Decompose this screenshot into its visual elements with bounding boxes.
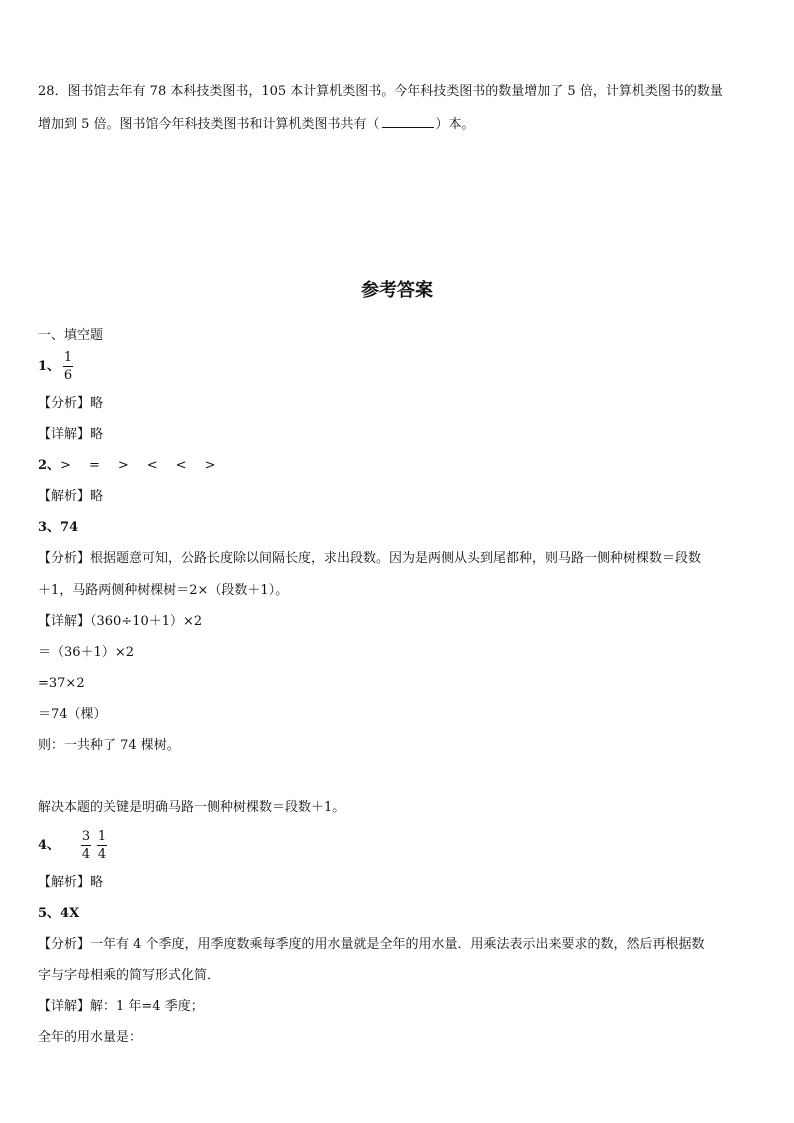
comparison-symbol: <: [175, 458, 187, 473]
answer-5-next: 全年的用水量是：: [38, 1030, 143, 1045]
answer-3-step-1: 【详解】（360÷10＋1）×2: [38, 614, 203, 629]
answer-4: [38, 829, 110, 862]
fraction-bar: [63, 366, 73, 367]
comparison-symbol: >: [60, 458, 71, 473]
fraction-numerator: 1: [97, 829, 107, 844]
fraction-numerator: 1: [63, 350, 73, 365]
fraction-bar: [97, 845, 107, 846]
answer-1-label: 1、: [38, 359, 61, 374]
answer-3-label: 3、74: [38, 520, 79, 535]
comparison-symbol: >: [204, 458, 216, 473]
answers-title: 参考答案: [361, 280, 433, 301]
answer-5-analysis-1: 【分析】一年有 4 个季度，用季度数乘每季度的用水量就是全年的用水量．用乘法表示出来要求的数，然后再根据数: [38, 937, 705, 952]
fraction-numerator: 3: [81, 829, 91, 844]
answer-4-fraction-2: [97, 829, 107, 862]
question-28-text-b: ）本。: [435, 117, 475, 132]
answer-5-label: 5、4X: [38, 906, 80, 921]
answer-1-fraction: [63, 350, 73, 383]
answer-3-step-3: =37×2: [38, 676, 85, 691]
answer-4-label: 4、: [38, 838, 61, 853]
answer-1-analysis: 【分析】略: [38, 396, 104, 411]
answer-3-step-2: ＝（36＋1）×2: [38, 645, 134, 660]
answer-3-conclusion: 则：一共种了 74 棵树。: [38, 738, 180, 753]
fraction-denominator: 6: [63, 368, 73, 383]
answer-3-key-point: 解决本题的关键是明确马路一侧种树棵数＝段数＋1。: [38, 800, 346, 815]
fraction-bar: [81, 845, 91, 846]
answer-2: [38, 458, 233, 474]
question-28-line-2: [38, 115, 475, 133]
comparison-symbol: <: [146, 458, 158, 473]
comparison-symbol: >: [117, 458, 129, 473]
answer-4-fraction-1: [81, 829, 91, 862]
answer-5-analysis-2: 字与字母相乘的简写形式化简．: [38, 968, 221, 983]
answer-1-detail: 【详解】略: [38, 427, 104, 442]
answer-4-explain: 【解析】略: [38, 875, 104, 890]
answer-3-step-4: ＝74（棵）: [38, 707, 107, 722]
answer-3-analysis-1: 【分析】根据题意可知，公路长度除以间隔长度，求出段数。因为是两侧从头到尾都种，则马路一侧种树棵数＝段数: [38, 551, 702, 566]
fraction-denominator: 4: [81, 847, 91, 862]
answer-5-detail: 【详解】解：1 年=4 季度；: [38, 999, 204, 1014]
answer-3-analysis-2: ＋1，马路两侧种树棵树＝2×（段数＋1）。: [38, 583, 289, 598]
fraction-denominator: 4: [97, 847, 107, 862]
question-28-line-1: 28．图书馆去年有 78 本科技类图书，105 本计算机类图书。今年科技类图书的数量增加了 5 倍，计算机类图书的数量: [38, 84, 723, 99]
answer-blank: [382, 115, 434, 128]
answer-2-explain: 【解析】略: [38, 489, 104, 504]
comparison-symbol: =: [88, 458, 100, 473]
answer-2-label: 2、: [38, 458, 61, 473]
question-28-text-a: 增加到 5 倍。图书馆今年科技类图书和计算机类图书共有（: [38, 117, 380, 132]
section-heading: 一、填空题: [38, 328, 104, 343]
answer-1: [38, 350, 76, 383]
